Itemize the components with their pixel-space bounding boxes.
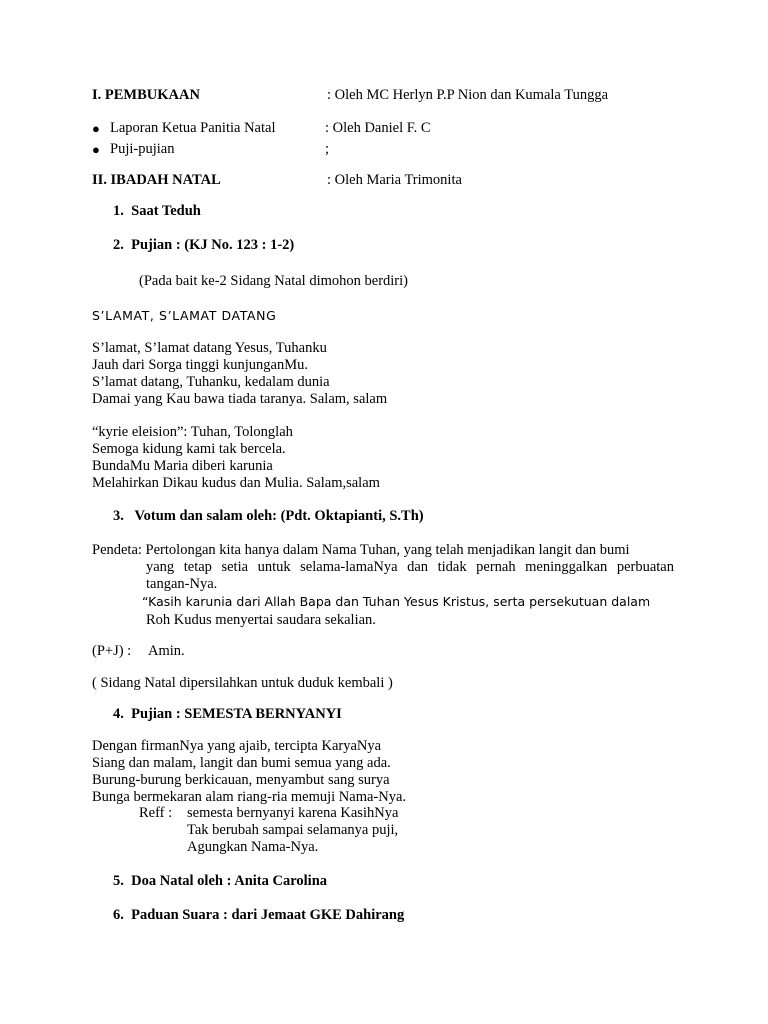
reff-label: Reff : [139, 805, 173, 821]
bullet-label: Puji-pujian [110, 141, 175, 157]
section-1-title: I. PEMBUKAAN [92, 87, 200, 103]
votum-blessing: Roh Kudus menyertai saudara sekalian. [146, 612, 376, 628]
reff-line: Tak berubah sampai selamanya puji, [187, 822, 399, 838]
bullet-label: Laporan Ketua Panitia Natal [110, 120, 276, 136]
item-paduan-suara: 6. Paduan Suara : dari Jemaat GKE Dahirang [113, 907, 405, 923]
section-2-title: II. IBADAH NATAL [92, 172, 221, 188]
votum-blessing: “Kasih karunia dari Allah Bapa dan Tuhan Yesus Kristus, serta persekutuan dalam [142, 594, 651, 609]
item-saat-teduh: 1. Saat Teduh [113, 203, 201, 219]
hymn-line: Melahirkan Dikau kudus dan Mulia. Salam,salam [92, 475, 380, 491]
stand-note: (Pada bait ke-2 Sidang Natal dimohon berdiri) [139, 273, 408, 289]
hymn-line: Burung-burung berkicauan, menyambut sang surya [92, 772, 390, 788]
bullet-value: : Oleh Daniel F. C [325, 120, 431, 136]
reff-line: Agungkan Nama-Nya. [187, 839, 319, 855]
hymn-line: Semoga kidung kami tak bercela. [92, 441, 286, 457]
hymn-line: Jauh dari Sorga tinggi kunjunganMu. [92, 357, 309, 373]
hymn-line: S’lamat, S’lamat datang Yesus, Tuhanku [92, 340, 327, 356]
reff-line: semesta bernyanyi karena KasihNya [187, 805, 399, 821]
section-2-leader: : Oleh Maria Trimonita [327, 172, 462, 188]
amen-label: (P+J) : [92, 643, 132, 659]
bullet-icon: ● [92, 121, 100, 136]
votum-line: tangan-Nya. [146, 576, 218, 592]
votum-line: yang tetap setia untuk selama-lamaNya dan tidak pernah meninggalkan perbuatan [146, 559, 674, 575]
section-1-leader: : Oleh MC Herlyn P.P Nion dan Kumala Tungga [327, 87, 609, 103]
hymn-line: S’lamat datang, Tuhanku, kedalam dunia [92, 374, 330, 390]
hymn-line: Damai yang Kau bawa tiada taranya. Salam, salam [92, 391, 388, 407]
sit-note: ( Sidang Natal dipersilahkan untuk duduk kembali ) [92, 675, 393, 691]
item-votum: 3. Votum dan salam oleh: (Pdt. Oktapianti, S.Th) [113, 508, 424, 524]
hymn-line: Siang dan malam, langit dan bumi semua yang ada. [92, 755, 391, 771]
hymn-line: BundaMu Maria diberi karunia [92, 458, 273, 474]
bullet-value: ; [325, 141, 330, 157]
hymn-line: “kyrie eleision”: Tuhan, Tolonglah [92, 424, 293, 440]
hymn-line: Bunga bermekaran alam riang-ria memuji Nama-Nya. [92, 789, 407, 805]
amen-text: Amin. [148, 643, 185, 659]
hymn-title: S’LAMAT, S’LAMAT DATANG [92, 308, 277, 323]
bullet-icon: ● [92, 142, 100, 157]
item-doa-natal: 5. Doa Natal oleh : Anita Carolina [113, 873, 328, 889]
item-pujian-semesta: 4. Pujian : SEMESTA BERNYANYI [113, 706, 342, 722]
hymn-line: Dengan firmanNya yang ajaib, tercipta KaryaNya [92, 738, 382, 754]
votum-line: Pendeta: Pertolongan kita hanya dalam Nama Tuhan, yang telah menjadikan langit dan bumi [92, 542, 630, 558]
item-pujian-kj: 2. Pujian : (KJ No. 123 : 1-2) [113, 237, 295, 253]
